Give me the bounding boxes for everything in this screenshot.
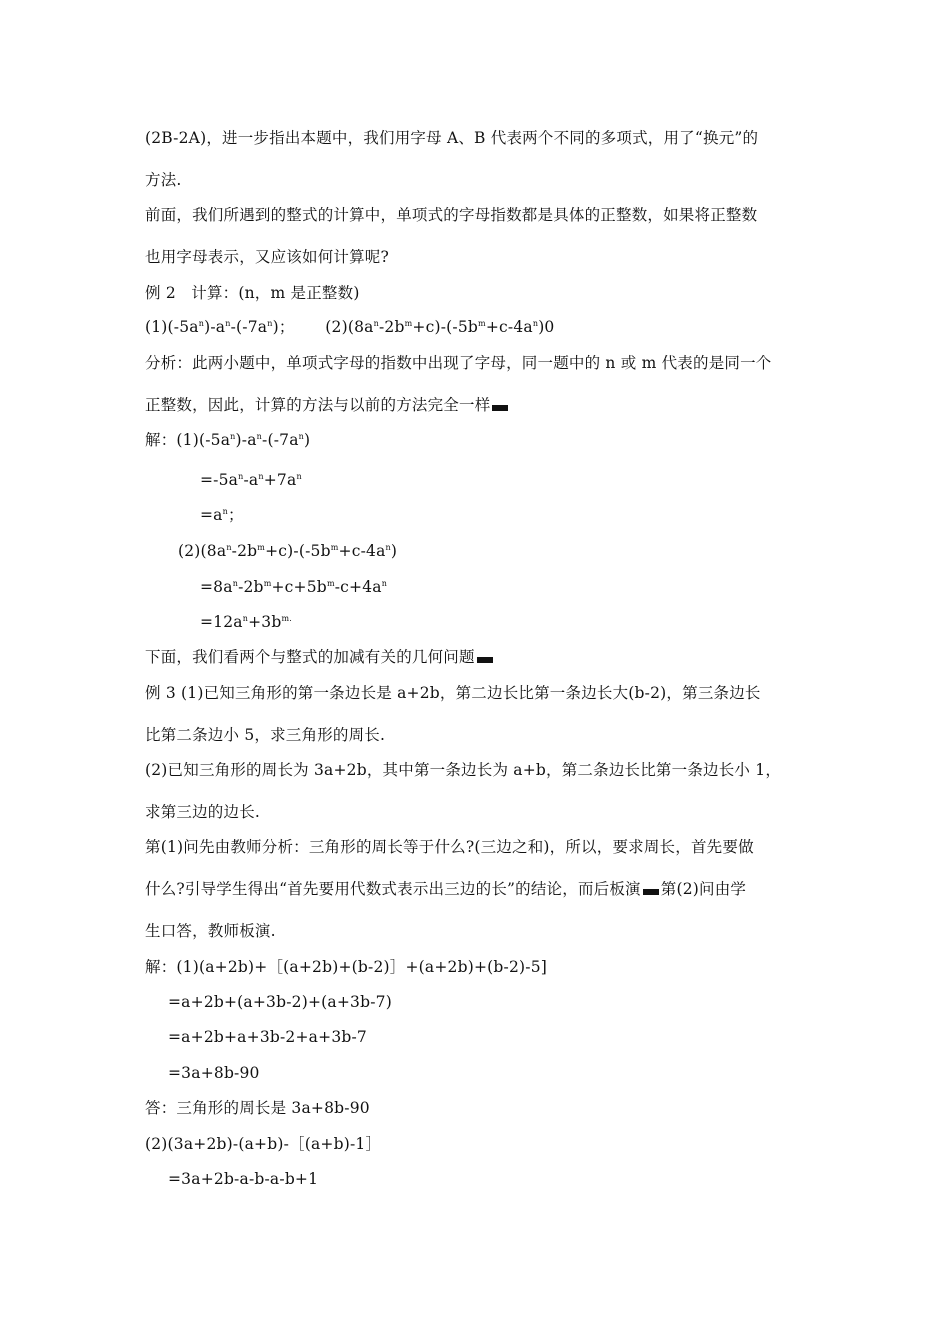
text-line-1: (2B-2A)，进一步指出本题中，我们用字母 A、B 代表两个不同的多项式，用了“换元”的 <box>145 129 759 147</box>
example-2-heading: 例 2 计算：(n，m 是正整数) <box>145 284 360 302</box>
answer-line: 答：三角形的周长是 3a+8b-90 <box>145 1099 370 1117</box>
example-3-line-3: (2)已知三角形的周长为 3a+2b，其中第一条边长为 a+b，第二条边长比第一条边长小 1， <box>145 761 782 779</box>
text-line-2: 方法. <box>145 171 182 189</box>
geometry-intro: 下面，我们看两个与整式的加减有关的几何问题 <box>145 647 495 667</box>
solution-1-line-3: $=a^n$； <box>200 506 244 524</box>
solution-2-line-1: 解：(1)(a+2b)+［(a+2b)+(b-2)］+(a+2b)+(b-2)-5] <box>145 958 548 976</box>
solution-2-line-2: =a+2b+(a+3b-2)+(a+3b-7) <box>168 993 392 1011</box>
solution-1-line-2: $=-5a^n-a^n+7a^n$ <box>200 471 302 489</box>
solution-1-line-1: 解：$(1)(-5a^n)-a^n-(-7a^n)$ <box>145 431 311 449</box>
analysis-line-1: 分析：此两小题中，单项式字母的指数中出现了字母，同一题中的 n 或 m 代表的是同一个 <box>145 354 772 372</box>
teaching-line-2: 什么?引导学生得出“首先要用代数式表示出三边的长”的结论，而后板演 第(2)问由学 <box>145 880 747 898</box>
black-mark-icon <box>643 889 659 895</box>
solution-2-line-6: =3a+2b-a-b-a-b+1 <box>168 1170 319 1188</box>
black-mark-icon <box>492 405 508 411</box>
analysis-line-2: 正整数，因此，计算的方法与以前的方法完全一样 <box>145 395 510 415</box>
teaching-line-3: 生口答，教师板演. <box>145 922 276 940</box>
solution-2-line-5: (2)(3a+2b)-(a+b)-［(a+b)-1］ <box>145 1135 382 1153</box>
text-line-4: 也用字母表示，又应该如何计算呢? <box>145 248 390 266</box>
solution-1-line-5: $=8a^n-2b^m+c+5b^m-c+4a^n$ <box>200 578 388 596</box>
solution-2-line-4: =3a+8b-90 <box>168 1064 260 1082</box>
example-3-line-1: 例 3 (1)已知三角形的第一条边长是 a+2b，第二边长比第一条边长大(b-2)，第三条边长 <box>145 684 761 702</box>
black-mark-icon <box>477 657 493 663</box>
solution-1-line-4: $(2)(8a^n-2b^m+c)-(-5b^m+c-4a^n)$ <box>178 542 398 560</box>
example-2-problems: $(1)(-5a^n)-a^n-(-7a^n)$； $(2)(8a^n-2b^m+c)-(-5b^m+c-4a^n)0$ <box>145 318 555 336</box>
solution-2-line-3: =a+2b+a+3b-2+a+3b-7 <box>168 1028 367 1046</box>
teaching-line-1: 第(1)问先由教师分析：三角形的周长等于什么?(三边之和)，所以，要求周长，首先要做 <box>145 838 754 856</box>
text-line-3: 前面，我们所遇到的整式的计算中，单项式的字母指数都是具体的正整数，如果将正整数 <box>145 206 758 224</box>
solution-1-line-6: $=12a^n+3b^{m.}$ <box>200 613 293 631</box>
example-3-line-4: 求第三边的边长. <box>145 803 261 821</box>
example-3-line-2: 比第二条边小 5，求三角形的周长. <box>145 726 386 744</box>
